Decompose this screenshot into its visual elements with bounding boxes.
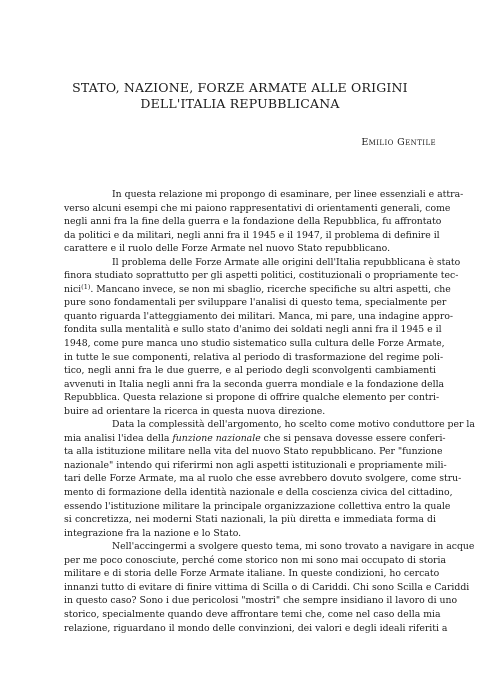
title-line-2: DELL'ITALIA REPUBBLICANA (140, 96, 340, 111)
text-line: Data la complessità dell'argomento, ho scelto come motivo conduttore per la (112, 419, 475, 431)
text-line: nazionale" intendo qui riferirmi non agli aspetti istituzionali e propriamente mili- (64, 459, 447, 471)
text-line: si concretizza, nei moderni Stati nazionali, la più diretta e immediata forma di (64, 514, 436, 526)
text-line: In questa relazione mi propongo di esaminare, per linee essenziali e attra- (112, 189, 464, 200)
text-line: essendo l'istituzione militare la principale organizzazione collettiva entro la quale (64, 500, 451, 512)
text-line: ta alla istituzione militare nella vita del nuovo Stato repubblicano. Per "funzione (64, 446, 443, 458)
text-line: in tutte le sue componenti, relativa al periodo di trasformazione del regime poli- (64, 351, 444, 363)
paragraph (64, 256, 461, 419)
text-line: negli anni fra la fine della guerra e la fondazione della Repubblica, fu affrontato (64, 216, 442, 228)
text-line: quanto riguarda l'atteggiamento dei militari. Manca, mi pare, una indagine appro- (64, 310, 454, 322)
paragraph (64, 188, 464, 256)
italic-term: funzione nazionale (172, 432, 261, 444)
paper-body (64, 188, 475, 635)
text-line: Repubblica. Questa relazione si propone di offrire qualche elemento per contri- (64, 392, 440, 404)
text-line: carattere e il ruolo delle Forze Armate nel nuovo Stato repubblicano. (64, 243, 391, 255)
paper-title (60, 80, 420, 112)
text-line: fondita sulla mentalità e sullo stato d'animo dei soldati negli anni fra il 1945 e il (64, 324, 442, 336)
text-line: in questo caso? Sono i due pericolosi "mostri" che sempre insidiano il lavoro di uno (64, 595, 458, 607)
text-line: mento di formazione della identità nazionale e della coscienza civica del cittadino, (64, 487, 453, 499)
text-line: verso alcuni esempi che mi paiono rappresentativi di orientamenti generali, come (64, 202, 451, 214)
text-line: Il problema delle Forze Armate alle origini dell'Italia repubblicana è stato (112, 256, 461, 268)
text-line: per me poco conosciute, perché come storico non mi sono mai occupato di storia (64, 554, 447, 566)
paragraph (64, 540, 475, 635)
text-line: mia analisi l'idea della funzione nazionale che si pensava dovesse essere conferi- (64, 432, 446, 444)
text-line: integrazione fra la nazione e lo Stato. (64, 527, 242, 539)
title-line-1: STATO, NAZIONE, FORZE ARMATE ALLE ORIGINI (72, 80, 408, 95)
text-line: 1948, come pure manca uno studio sistematico sulla cultura delle Forze Armate, (64, 338, 445, 350)
text-line: pure sono fondamentali per sviluppare l'analisi di questo tema, specialmente per (64, 297, 447, 309)
text-line: tari delle Forze Armate, ma al ruolo che esse avrebbero dovuto svolgere, come stru- (64, 473, 462, 485)
text-line: Nell'accingermi a svolgere questo tema, mi sono trovato a navigare in acque (112, 541, 475, 553)
text-line: buire ad orientare la ricerca in questa nuova direzione. (64, 405, 326, 417)
footnote-ref[interactable]: (1) (81, 282, 91, 291)
text-line: avvenuti in Italia negli anni fra la seconda guerra mondiale e la fondazione della (64, 378, 445, 390)
text-line: storico, specialmente quando deve affrontare temi che, come nel caso della mia (64, 608, 441, 620)
text-line: relazione, riguardano il mondo delle convinzioni, dei valori e degli ideali riferiti a (64, 622, 448, 634)
paragraph (64, 418, 475, 540)
text-line: nici$^{(1)}$. Mancano invece, se non mi sbaglio, ricerche specifiche su altri aspetti, che (64, 282, 451, 295)
text-line: da politici e da militari, negli anni fra il 1945 e il 1947, il problema di definire il (64, 229, 440, 241)
author-name: Emilio Gentile (361, 137, 436, 148)
text-line: finora studiato soprattutto per gli aspetti politici, costituzionali o propriamente tec- (64, 270, 459, 282)
text-line: militare e di storia delle Forze Armate italiane. In queste condizioni, ho cercato (64, 568, 440, 580)
text-line: tico, negli anni fra le due guerre, e al periodo degli sconvolgenti cambiamenti (64, 365, 436, 377)
text-line: innanzi tutto di evitare di finire vittima di Scilla o di Cariddi. Chi sono Scilla e Cariddi (64, 581, 470, 593)
